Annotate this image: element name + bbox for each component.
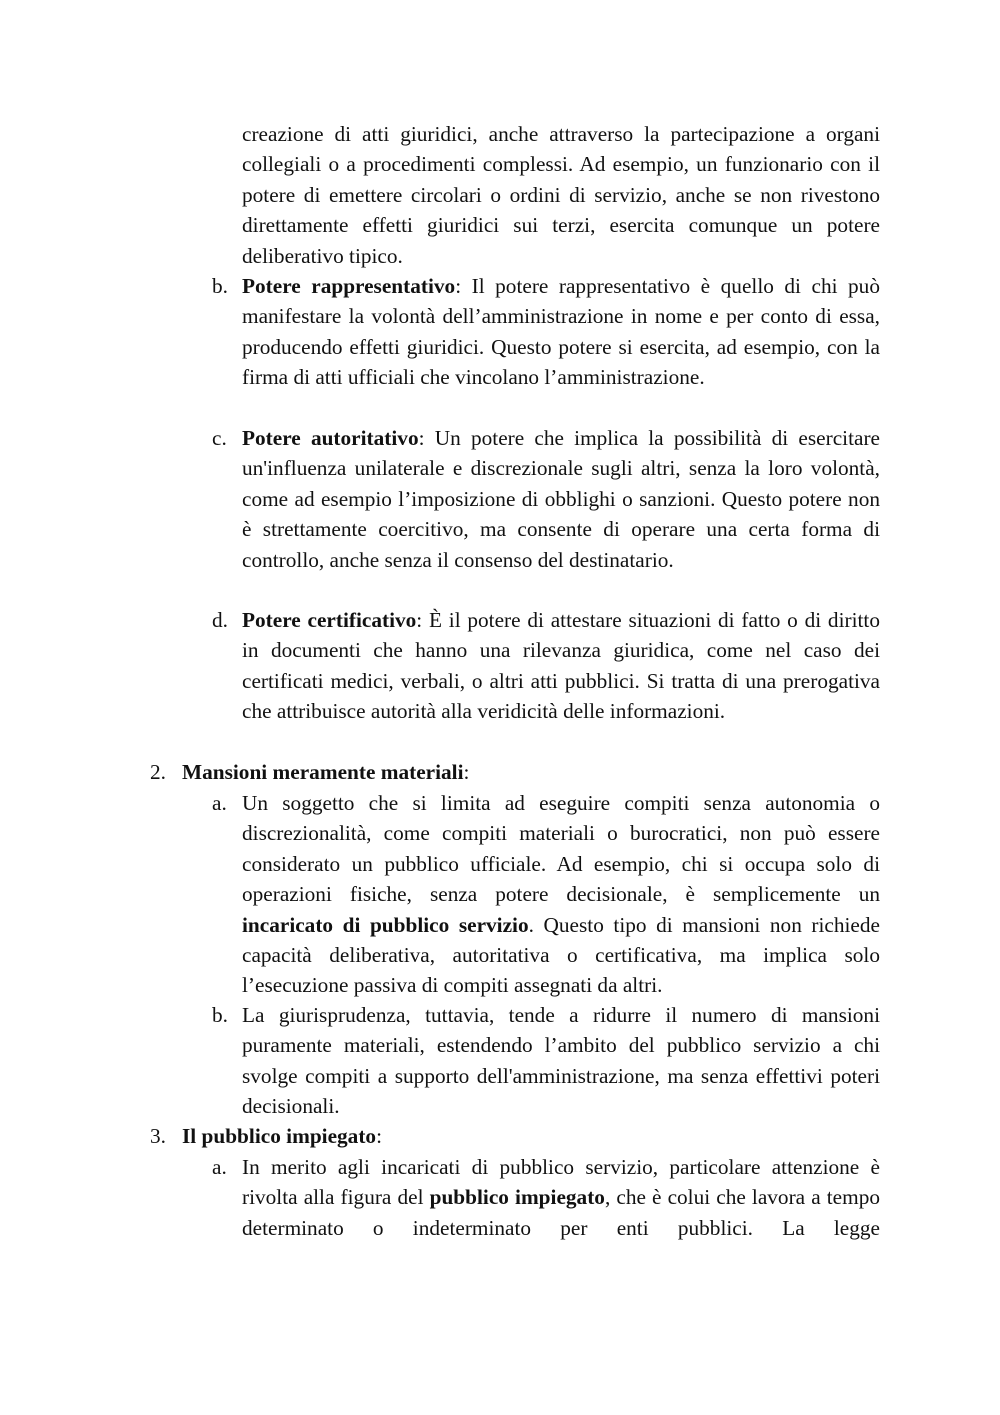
item-text: : Il potere rappresentativo è quello di chi può manifestare la volontà dell’amministrazione in nome e per conto di essa, producendo effetti giuridici. Questo potere si esercita, ad esempio, con la firma di atti ufficiali che vincolano l’amministrazione. bbox=[242, 274, 880, 390]
list-label-a: a. bbox=[212, 791, 227, 815]
item-text: La giurisprudenza, tuttavia, tende a ridurre il numero di mansioni puramente materiali, estendendo l’ambito del pubblico servizio a chi svolge compiti a supporto dell'amministrazione, ma senza effettivi poteri decisionali. bbox=[242, 1003, 880, 1119]
item-text-before: In merito agli incaricati di pubblico servizio, particolare attenzione è rivolta alla figura del bbox=[242, 1155, 880, 1210]
list-label-c: c. bbox=[212, 426, 227, 450]
term-potere-rappresentativo: Potere rappresentativo bbox=[242, 274, 456, 298]
section-title-2: Mansioni meramente materiali bbox=[182, 760, 464, 784]
list-item-potere-certificativo bbox=[242, 605, 880, 727]
term-pubblico-impiegato: pubblico impiegato bbox=[429, 1185, 605, 1210]
list-item-potere-autoritativo bbox=[242, 423, 880, 575]
section-title-3: Il pubblico impiegato bbox=[182, 1124, 377, 1148]
section-heading-3 bbox=[182, 1121, 382, 1151]
item-text: : Un potere che implica la possibilità di esercitare un'influenza unilaterale e discrezionale sugli altri, senza la loro volontà, come ad esempio l’imposizione di obblighi o sanzioni. Questo potere non è strettamente coercitivo, ma consente di operare una certa forma di controllo, anche senza il consenso del destinatario. bbox=[242, 426, 880, 572]
continuation-paragraph bbox=[242, 119, 880, 271]
continuation-text: creazione di atti giuridici, anche attraverso la partecipazione a organi collegiali o a procedimenti complessi. Ad esempio, un funzionario con il potere di emettere circolari o ordini di servizio, anche se non rivestono direttamente effetti giuridici sui terzi, esercita comunque un potere deliberativo tipico. bbox=[242, 122, 880, 268]
item-text-before: Un soggetto che si limita ad eseguire compiti senza autonomia o discrezionalità, come compiti materiali o burocratici, non può essere considerato un pubblico ufficiale. Ad esempio, chi si occupa solo di operazioni fisiche, senza potere decisionale, è semplicemente un bbox=[242, 791, 880, 907]
list-label-b: b. bbox=[212, 274, 228, 298]
section-colon: : bbox=[463, 760, 470, 784]
item-text-after: . Questo tipo di mansioni non richiede capacità deliberativa, autoritativa o certificativa, ma implica solo l’esecuzione passiva di compiti assegnati da altri. bbox=[242, 912, 880, 998]
section-colon: : bbox=[376, 1124, 382, 1148]
list-item-potere-rappresentativo bbox=[242, 271, 880, 393]
list-label-a: a. bbox=[212, 1155, 227, 1179]
list-item-mansioni-b bbox=[242, 1000, 880, 1122]
term-incaricato-pubblico-servizio: incaricato di pubblico servizio bbox=[242, 912, 529, 937]
term-potere-autoritativo: Potere autoritativo bbox=[242, 426, 419, 450]
section-number-2: 2. bbox=[150, 760, 166, 784]
list-item-mansioni-a bbox=[242, 788, 880, 1001]
item-text-after: , che è colui che lavora a tempo determinato o indeterminato per enti pubblici. La legge bbox=[242, 1185, 881, 1240]
section-number-3: 3. bbox=[150, 1124, 166, 1148]
list-label-d: d. bbox=[212, 608, 228, 632]
item-text: : È il potere di attestare situazioni di fatto o di diritto in documenti che hanno una rilevanza giuridica, come nel caso dei certificati medici, verbali, o altri atti pubblici. Si tratta di una prerogativa che attribuisce autorità alla veridicità delle informazioni. bbox=[242, 608, 880, 724]
section-heading-2 bbox=[182, 757, 469, 787]
list-item-pubblico-impiegato-a bbox=[242, 1152, 880, 1243]
list-label-b: b. bbox=[212, 1003, 228, 1027]
term-potere-certificativo: Potere certificativo bbox=[242, 608, 417, 632]
